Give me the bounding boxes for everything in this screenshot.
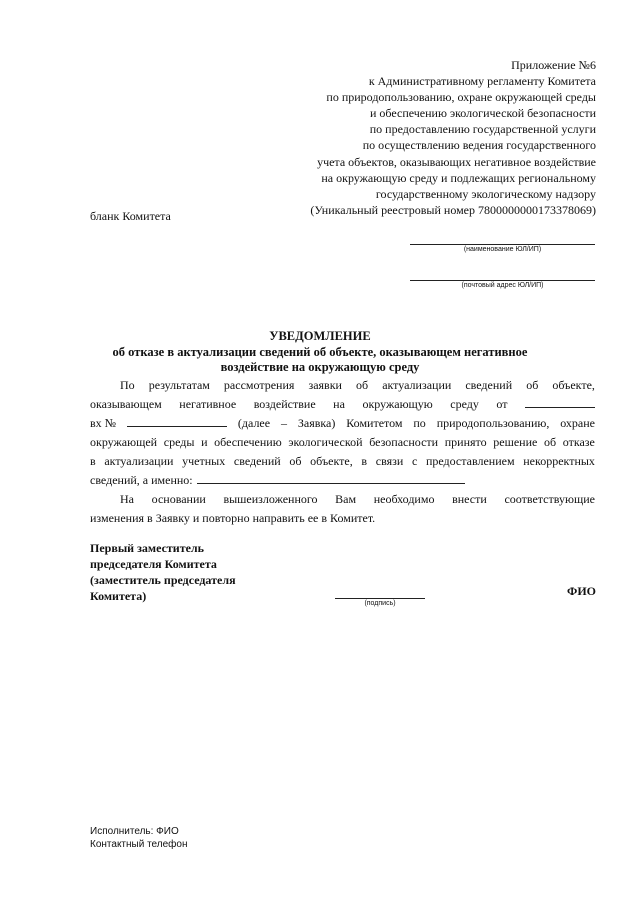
body-line-3: вх № (далее – Заявка) Комитетом по природопользованию, охране <box>90 416 595 430</box>
appendix-header <box>266 57 596 218</box>
notice-body <box>90 376 595 528</box>
recipient-address-line <box>410 280 595 281</box>
notice-title: УВЕДОМЛЕНИЕ <box>269 329 371 343</box>
appendix-line: по предоставлению государственной услуги <box>369 122 596 137</box>
footer-contacts <box>90 825 188 851</box>
signature-line <box>335 598 425 599</box>
letterhead-label: бланк Комитета <box>90 209 171 223</box>
signer-line: председателя Комитета <box>90 557 217 571</box>
number-blank-line <box>127 414 227 427</box>
body-line-4: окружающей среды и обеспечению экологической безопасности принято решение об отказе <box>90 435 595 449</box>
appendix-line: (Уникальный реестровый номер 7800000000173378069) <box>310 202 596 217</box>
recipient-name-caption: (наименование ЮЛ/ИП) <box>463 246 542 253</box>
appendix-line: к Административному регламенту Комитета <box>368 74 596 89</box>
signer-title <box>90 540 236 604</box>
body-line-8: изменения в Заявку и повторно направить ее в Комитет. <box>90 511 376 525</box>
signature-caption: (подпись) <box>364 600 396 607</box>
appendix-line: государственному экологическому надзору <box>375 186 596 201</box>
signer-line: Первый заместитель <box>90 541 204 555</box>
body-line-7: На основании вышеизложенного Вам необходимо внести соответствующие <box>120 492 595 506</box>
signer-fio: ФИО <box>567 584 596 598</box>
executor-label: Исполнитель: ФИО <box>90 826 179 837</box>
body-line-5: в актуализации учетных сведений об объекте, в связи с предоставлением некорректных <box>90 454 595 468</box>
reason-blank-line <box>197 471 465 484</box>
recipient-name-line <box>410 244 595 245</box>
appendix-line: на окружающую среду и подлежащих региональному <box>321 170 596 185</box>
date-blank-line <box>525 395 595 408</box>
body-line-1: По результатам рассмотрения заявки об актуализации сведений об объекте, <box>120 378 595 392</box>
appendix-line: по природопользованию, охране окружающей среды <box>326 90 596 105</box>
notice-subtitle-line2: воздействие на окружающую среду <box>220 360 420 374</box>
signer-line: (заместитель председателя <box>90 573 236 587</box>
appendix-line: Приложение №6 <box>511 58 596 72</box>
appendix-line: по осуществлению ведения государственного <box>362 138 596 153</box>
recipient-address-caption: (почтовый адрес ЮЛ/ИП) <box>461 282 544 289</box>
appendix-line: учета объектов, оказывающих негативное воздействие <box>317 154 596 169</box>
body-line-2: оказывающем негативное воздействие на окружающую среду от <box>90 395 595 414</box>
body-line-6: сведений, а именно: <box>90 471 595 490</box>
phone-label: Контактный телефон <box>90 839 188 850</box>
appendix-line: и обеспечению экологической безопасности <box>370 106 596 121</box>
notice-subtitle-line1: об отказе в актуализации сведений об объекте, оказывающем негативное <box>112 345 528 359</box>
signer-line: Комитета) <box>90 589 147 603</box>
